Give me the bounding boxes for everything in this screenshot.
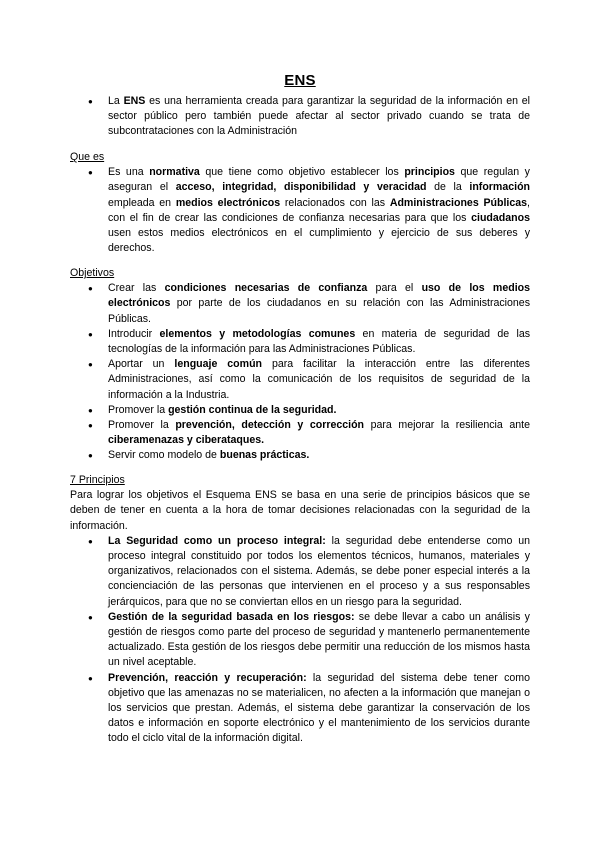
section-heading: 7 Principios bbox=[70, 474, 125, 486]
text-span: es una herramienta creada para garantizar la seguridad de la información en el sector público pero también puede afectar al sector privado cuando se trata de subcontrataciones con la Administración bbox=[108, 95, 530, 138]
bold-text: ciberamenazas y ciberataques. bbox=[108, 434, 265, 447]
text-span: que tiene como objetivo establecer los bbox=[199, 166, 405, 179]
bold-text: normativa bbox=[149, 166, 200, 179]
list-item bbox=[70, 327, 530, 357]
objetivos-list bbox=[70, 281, 530, 463]
text-span: relacionados con las bbox=[280, 196, 390, 209]
text-span: la seguridad debe entenderse como un proceso integral constituido por todos los elementos técnicos, humanos, materiales y organizativos, relacionados con el sistema. Además, se debe poner especial interés a la concienciación de las personas que intervienen en el proceso y a sus responsables jerárquicos, para que no se conviertan ellos en un riesgo para la seguridad. bbox=[108, 534, 531, 608]
bold-text: Administraciones Públicas bbox=[389, 196, 528, 209]
text-span: para facilitar la interacción entre las diferentes Administraciones, así como la comunicación de los requisitos de seguridad de la información a la Industria. bbox=[108, 358, 530, 401]
page-title: ENS bbox=[284, 72, 316, 89]
bold-text: medios electrónicos bbox=[175, 196, 281, 209]
intro-section bbox=[70, 94, 530, 140]
bold-text: Gestión de la seguridad basada en los riesgos: bbox=[108, 610, 355, 623]
text-span: de la bbox=[426, 181, 470, 194]
list-item bbox=[70, 610, 530, 671]
bold-text: principios bbox=[404, 166, 455, 179]
rich-text bbox=[108, 95, 530, 137]
list-item bbox=[70, 671, 530, 747]
bold-text: prevención, detección y corrección bbox=[175, 419, 365, 432]
bold-text: uso de los medios electrónicos bbox=[108, 282, 531, 310]
bold-text: gestión continua de la seguridad. bbox=[168, 403, 337, 416]
principios-list bbox=[70, 534, 530, 747]
rich-text bbox=[108, 166, 530, 254]
text-span: se debe llevar a cabo un análisis y gestión de riesgos como parte del proceso de seguridad y mantenerlo permanentemente actualizado. Esta gestión de los riesgos debe permitir una reducción de los mismos hasta un nivel aceptable. bbox=[108, 610, 530, 669]
bold-text: acceso, integridad, disponibilidad y veracidad bbox=[175, 181, 427, 194]
list-item bbox=[70, 357, 530, 403]
bold-text: ciudadanos bbox=[471, 211, 530, 224]
text-span: Es una bbox=[108, 166, 150, 179]
text-span: La bbox=[108, 95, 124, 107]
list-item bbox=[70, 403, 530, 418]
principios-section bbox=[70, 473, 530, 747]
bold-text: elementos y metodologías comunes bbox=[159, 327, 356, 340]
text-span: que regulan y aseguran el bbox=[108, 166, 530, 194]
text-span: para mejorar la resiliencia ante bbox=[364, 419, 530, 432]
text-span: Introducir bbox=[108, 327, 160, 340]
bold-text: condiciones necesarias de confianza bbox=[164, 282, 368, 295]
bold-text: lenguaje común bbox=[174, 358, 263, 371]
text-span: , con el fin de crear las condiciones de confianza necesarias para que los bbox=[108, 196, 530, 224]
bold-text: información bbox=[469, 181, 531, 194]
list-item bbox=[70, 94, 530, 140]
text-span: para el bbox=[367, 282, 422, 295]
text-span: Promover la bbox=[108, 419, 176, 432]
section-heading: Que es bbox=[70, 151, 105, 163]
text-span: Servir como modelo de bbox=[108, 449, 220, 462]
list-item bbox=[70, 281, 530, 327]
bold-text: Prevención, reacción y recuperación: bbox=[108, 671, 307, 684]
text-span: en materia de seguridad de las tecnologías de la información para las Administraciones Públicas. bbox=[108, 327, 531, 356]
objetivos-section bbox=[70, 266, 530, 464]
text-span: Crear las bbox=[108, 282, 165, 295]
text-span: por parte de los ciudadanos en su relación con las Administraciones Públicas. bbox=[108, 297, 530, 325]
bold-text: buenas prácticas. bbox=[219, 449, 310, 462]
section-heading: Objetivos bbox=[70, 267, 115, 279]
bold-text: La Seguridad como un proceso integral: bbox=[108, 534, 326, 547]
bold-text: ENS bbox=[123, 95, 146, 107]
text-span: Aportar un bbox=[108, 358, 175, 371]
list-item bbox=[70, 448, 530, 463]
text-span: Promover la bbox=[108, 403, 169, 416]
list-item bbox=[70, 418, 530, 448]
list-item bbox=[70, 165, 530, 256]
text-span: empleada en bbox=[108, 196, 176, 209]
que-es-section bbox=[70, 150, 530, 256]
list-item bbox=[70, 534, 530, 610]
text-span: la seguridad del sistema debe tener como objetivo que las amenazas no se materialicen, no afecten a la información que manejan o los servicios que prestan. Además, el sistema debe garantizar la conservación de los datos e información en soporte electrónico y el mantenimiento de los servicios durante todo el ciclo vital de la información digital. bbox=[108, 671, 530, 745]
text-span: usen estos medios electrónicos en el cumplimiento y ejercicio de sus deberes y derechos. bbox=[108, 227, 530, 255]
principios-intro: Para lograr los objetivos el Esquema ENS se basa en una serie de principios básicos que se deben de tener en cuenta a la hora de tomar decisiones relacionadas con la seguridad de la información. bbox=[70, 489, 530, 532]
